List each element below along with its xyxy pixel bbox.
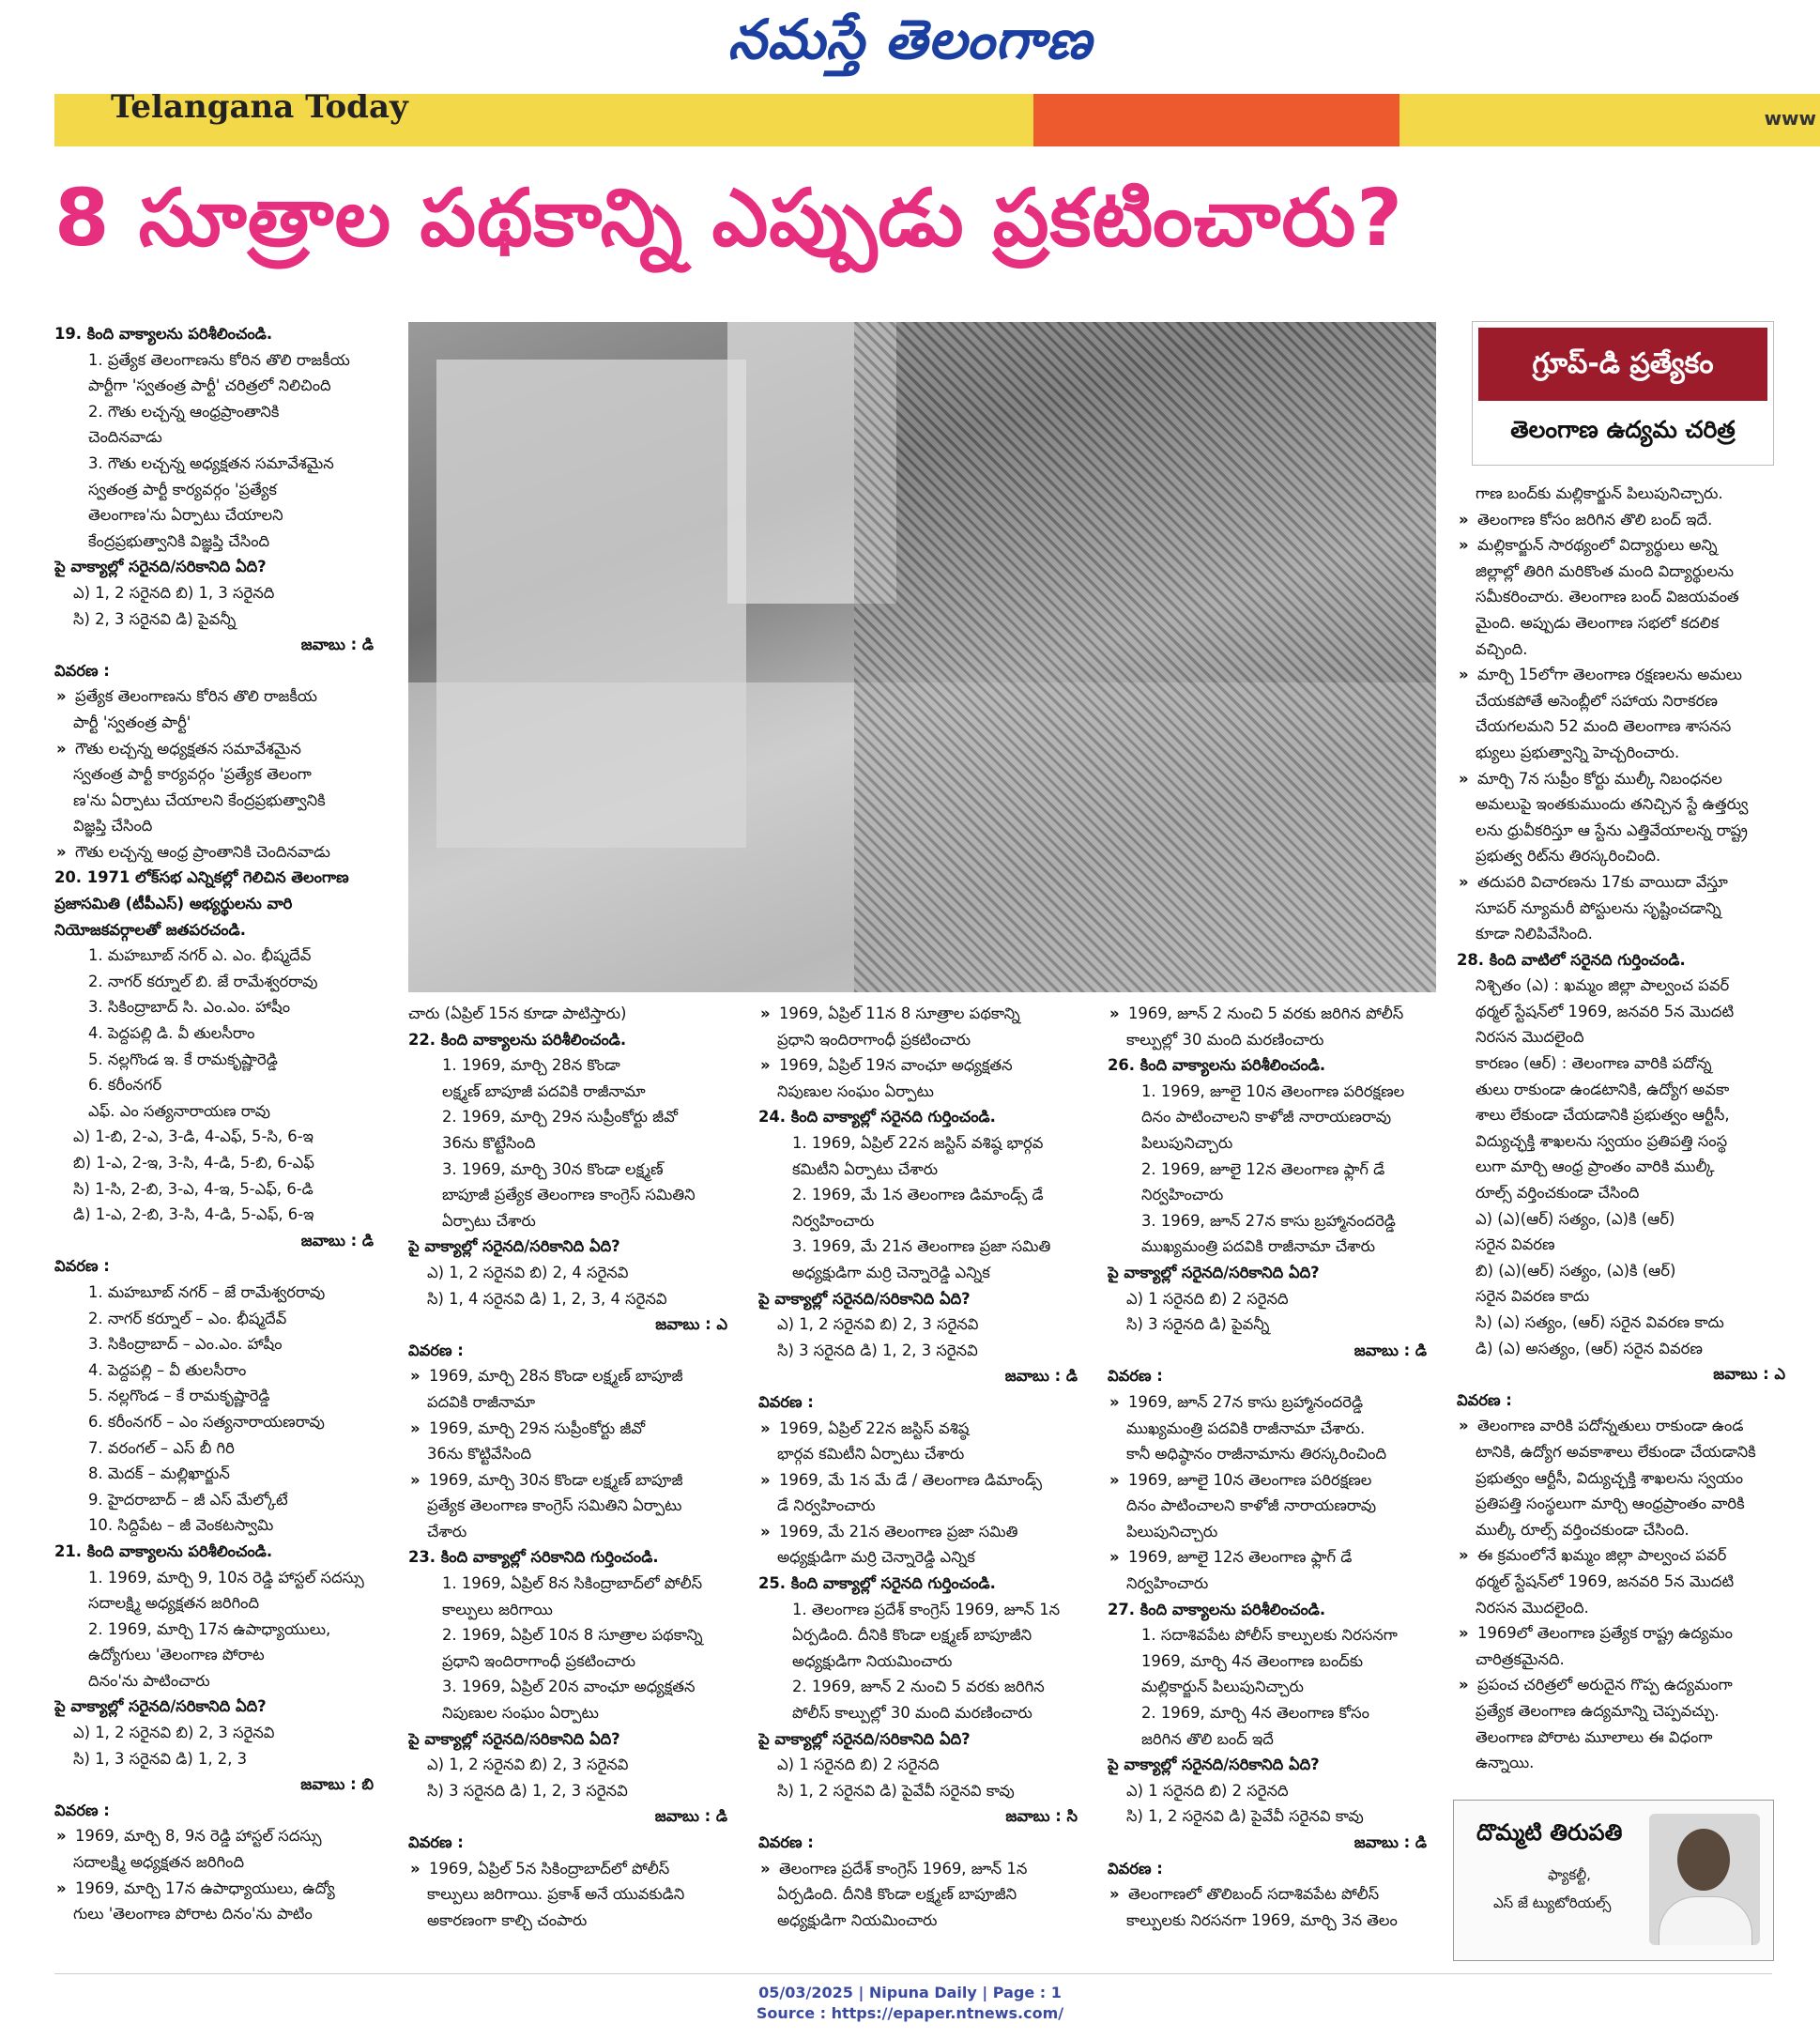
text-line: ఉన్నాయి. [1476,1754,1535,1772]
text-line: బాపూజీ ప్రత్యేక తెలంగాణ కాంగ్రెస్ సమితిని [442,1186,696,1204]
text-line: 10. సిద్దిపేట – జీ వెంకటస్వామి [88,1516,274,1535]
author-name: దొమ్మటి తిరుపతి [1476,1819,1623,1846]
text-line: » 1969, మార్చి 28న కొండా లక్ష్మణ్ బాపూజీ [408,1363,737,1389]
telangana-today-logo: Telangana Today [111,94,408,126]
article-column-2 [408,1001,737,1964]
text-line: ఏర్పడింది. దీనికి కొండా లక్ష్మణ్ బాపూజీని [777,1885,1017,1904]
text-line: » 1969, ఏప్రిల్ 11న 8 సూత్రాల పథకాన్ని [758,1001,1087,1027]
text-line: ఎఫ్. ఎం సత్యనారాయణ రావు [88,1101,271,1120]
text-line: అధ్యక్షుడిగా నియమించారు [777,1910,938,1929]
text-line: లుగా మార్చి ఆంధ్ర ప్రాంతం వారికి ముల్కీ [1476,1157,1715,1176]
text-line: టానికి, ఉద్యోగ అవకాశాలు లేకుండా చేయడానికి [1476,1442,1756,1461]
text-line: 4. పెద్దపల్లి డి. వీ తులసీరాం [88,1024,255,1043]
text-line: 1. 1969, మార్చి 28న కొండా [442,1056,620,1075]
question-line: వివరణ : [758,1392,814,1411]
text-line: అధ్యక్షుడిగా మర్రి చెన్నారెడ్డి ఎన్నిక [777,1548,975,1567]
text-line: » 1969, మార్చి 29న సుప్రీంకోర్టు జీవో [408,1416,737,1442]
question-line: పై వాక్యాల్లో సరైనది/సరికానిది ఏది? [408,1237,620,1256]
question-line: వివరణ : [1108,1859,1163,1878]
text-line: 2. గౌతు లచ్చన్న ఆంధ్రప్రాంతానికి [88,402,280,421]
author-card [1453,1800,1774,1961]
text-line: » 1969, మార్చి 8, 9న రెడ్డి హాస్టల్ సదస్సు [54,1823,383,1849]
answer-line: జవాబు : డి [654,1807,727,1826]
text-line: విద్యుచ్ఛక్తి శాఖలను స్వయం ప్రతిపత్తి సంస్థ [1476,1131,1728,1150]
text-line: 2. 1969, జూన్ 2 నుంచి 5 వరకు జరిగిన [792,1678,1045,1696]
text-line: 2. నాగర్ కర్నూల్ – ఎం. భీష్మదేవ్ [88,1309,287,1327]
text-line: భార్గవ కమిటీని ఏర్పాటు చేశారు [777,1445,965,1464]
question-line: 19. కింది వాక్యాలను పరిశీలించండి. [54,325,273,343]
text-line: అధ్యక్షుడిగా మర్రి చెన్నారెడ్డి ఎన్నిక [792,1263,990,1281]
text-line: 36ను కొట్టేసింది [442,1133,536,1152]
text-line: 1. ప్రత్యేక తెలంగాణను కోరిన తొలి రాజకీయ [88,350,350,369]
text-line: బి) (ఎ)(ఆర్) సత్యం, (ఎ)కి (ఆర్) [1476,1261,1676,1280]
text-line: నిర్వహించారు [792,1211,875,1230]
text-line: లక్ష్మణ్ బాపూజీ పదవికి రాజీనామా [442,1081,646,1100]
text-line: » 1969, మార్చి 17న ఉపాధ్యాయులు, ఉద్యో [54,1876,383,1902]
text-line: 9. హైదరాబాద్ – జీ ఎస్ మేల్కోటే [88,1490,288,1509]
text-line: 1. 1969, ఏప్రిల్ 22న జస్టిస్ వశిష్ఠ భార్గవ [792,1133,1044,1152]
text-line: సదాలక్ష్మి అధ్యక్షతన జరిగింది [73,1853,245,1872]
text-line: » గౌతు లచ్చన్న ఆంధ్ర ప్రాంతానికి చెందినవాడు [54,839,383,866]
text-line: కాల్పుల్లో 30 మంది మరణించారు [1126,1030,1324,1049]
text-line: కాల్పులకు నిరసనగా 1969, మార్చి 3న తెలం [1126,1910,1398,1929]
question-line: వివరణ : [54,1257,110,1276]
text-line: తెలంగాణ పోరాట మూలాలు ఈ విధంగా [1476,1727,1713,1746]
text-line: 2. 1969, మార్చి 29న సుప్రీంకోర్టు జీవో [442,1108,679,1127]
question-line: 28. కింది వాటిలో సరైనది గుర్తించండి. [1457,950,1686,969]
question-line: వివరణ : [54,661,110,680]
text-line: » మల్లికార్జున్ సారథ్యంలో విద్యార్థులు అన్ని [1457,532,1795,559]
text-line: » 1969, ఏప్రిల్ 19న వాంఛూ అధ్యక్షతన [758,1052,1087,1079]
text-line: 1. 1969, ఏప్రిల్ 8న సికింద్రాబాద్‌లో పోలీస్ [442,1574,703,1593]
text-line: 3. గౌతు లచ్చన్న అధ్యక్షతన సమావేశమైన [88,453,334,472]
text-line: ఎ) 1, 2 సరైనది బి) 1, 3 సరైనది [73,583,275,602]
text-line: స్వతంత్ర పార్టీ కార్యవర్గం 'ప్రత్యేక తెలంగా [73,765,312,784]
text-line: లను ధ్రువీకరిస్తూ ఆ స్టేను ఎత్తివేయాలన్న రాష్ట్ర [1476,820,1748,839]
article-column-3 [758,1001,1087,1964]
text-line: చారు (ఏప్రిల్ 15న కూడా పాటిస్తారు) [408,1004,627,1022]
text-line: నిశ్చితం (ఎ) : ఖమ్మం జిల్లా పాల్వంచ పవర్ [1476,976,1730,995]
text-line: గులు 'తెలంగాణ పోరాట దినం'ను పాటిం [73,1905,313,1924]
question-line: పై వాక్యాల్లో సరైనది/సరికానిది ఏది? [1108,1263,1320,1281]
text-line: ప్రత్యేక తెలంగాణ ఉద్యమాన్ని చెప్పవచ్చు. [1476,1701,1720,1720]
text-line: ఎ) 1, 2 సరైనవి బి) 2, 4 సరైనవి [427,1263,629,1281]
answer-line: జవాబు : సి [1005,1807,1078,1826]
text-line: నిర్వహించారు [1126,1574,1209,1593]
text-line: అధ్యక్షుడిగా నియమించారు [792,1651,953,1670]
text-line: సి) (ఎ) సత్యం, (ఆర్) సరైన వివరణ కాదు [1476,1313,1724,1331]
question-line: పై వాక్యాల్లో సరైనది/సరికానిది ఏది? [758,1289,971,1308]
text-line: కూడా నిలిపివేసింది. [1476,925,1593,943]
author-photo-head [1677,1829,1730,1891]
text-line: ఏర్పాటు చేశారు [442,1211,536,1230]
question-line: 25. కింది వాక్యాల్లో సరైనది గుర్తించండి. [758,1574,996,1593]
text-line: 3. 1969, ఏప్రిల్ 20న వాంఛూ అధ్యక్షతన [442,1678,696,1696]
text-line: ఎ) 1 సరైనది బి) 2 సరైనది [1126,1289,1289,1308]
question-line: 20. 1971 లోక్‌సభ ఎన్నికల్లో గెలిచిన తెలంగాణ [54,868,349,887]
text-line: నిపుణుల సంఘం ఏర్పాటు [442,1704,599,1723]
answer-line: జవాబు : డి [1354,1833,1427,1851]
text-line: రూల్స్ వర్తించకుండా చేసింది [1476,1184,1640,1203]
text-line: సి) 1, 4 సరైనవి డి) 1, 2, 3, 4 సరైనవి [427,1289,667,1308]
text-line: నిపుణుల సంఘం ఏర్పాటు [777,1081,934,1100]
text-line: మల్లికార్జున్ పిలుపునిచ్చారు [1141,1678,1304,1696]
question-line: 23. కింది వాక్యాల్లో సరికానిది గుర్తించండి. [408,1548,659,1567]
text-line: 4. పెద్దపల్లి – వీ తులసీరాం [88,1360,247,1379]
text-line: భ్యులు ప్రభుత్వాన్ని హెచ్చరించారు. [1476,743,1680,761]
text-line: » 1969, జూన్ 2 నుంచి 5 వరకు జరిగిన పోలీస్ [1108,1001,1436,1027]
author-photo [1649,1814,1760,1945]
text-line: 1. మహబూబ్ నగర్ ఎ. ఎం. భీష్మదేవ్ [88,946,312,965]
text-line: సి) 1, 2 సరైనవి డి) పైవేవీ సరైనవి కావు [1126,1807,1364,1826]
text-line: విజ్ఞప్తి చేసింది [73,817,153,836]
text-line: సమీకరించారు. తెలంగాణ బంద్ విజయవంత [1476,588,1739,606]
text-line: 2. నాగర్ కర్నూల్ బి. జే రామేశ్వరరావు [88,972,318,990]
author-org: ఎస్ జే ట్యుటోరియల్స్ [1493,1894,1612,1911]
text-line: కేంద్రప్రభుత్వానికి విజ్ఞప్తి చేసింది [88,531,270,550]
text-line: ఎ) 1, 2 సరైనవి బి) 2, 3 సరైనవి [777,1315,979,1334]
answer-line: జవాబు : ఎ [655,1315,727,1334]
question-line: 24. కింది వాక్యాల్లో సరైనది గుర్తించండి. [758,1108,996,1127]
question-line: వివరణ : [54,1801,110,1819]
brand-band-url: www [1764,107,1816,130]
text-line: 7. వరంగల్ – ఎస్ బీ గిరి [88,1438,235,1457]
text-line: డి) 1-ఎ, 2-బి, 3-సి, 4-డి, 5-ఎఫ్, 6-ఇ [73,1205,314,1224]
text-line: స్వతంత్ర పార్టీ కార్యవర్గం 'ప్రత్యేక [88,480,277,498]
article-column-4 [1108,1001,1436,1964]
text-line: కానీ అధిష్ఠానం రాజీనామాను తిరస్కరించింది [1126,1445,1387,1464]
text-line: 2. 1969, మే 1న తెలంగాణ డిమాండ్స్ డే [792,1186,1044,1204]
text-line: వచ్చింది. [1476,639,1528,658]
text-line: 2. 1969, జూలై 12న తెలంగాణ ఫ్లాగ్ డే [1141,1159,1385,1178]
text-line: చారిత్రకమైనది. [1476,1649,1565,1668]
footer-divider [54,1973,1772,1974]
question-line: వివరణ : [408,1833,464,1851]
question-line: నియోజకవర్గాలతో జతపరచండి. [54,920,246,939]
text-line: ప్రభుత్వం ఆర్టీసీ, విద్యుచ్ఛక్తి శాఖలను స్వయం [1476,1468,1744,1487]
text-line: గాణ బంద్‌కు మల్లికార్జున్ పిలుపునిచ్చారు. [1476,484,1723,502]
text-line: ప్రధాని ఇందిరాగాంధీ ప్రకటించారు [442,1651,636,1670]
answer-line: జవాబు : బి [300,1775,374,1794]
text-line: ప్రధాని ఇందిరాగాంధీ ప్రకటించారు [777,1030,971,1049]
text-line: కారణం (ఆర్) : తెలంగాణ వారికి పదోన్న [1476,1054,1712,1073]
text-line: పోలీస్ కాల్పుల్లో 30 మంది మరణించారు [792,1704,1032,1723]
text-line: ప్రతిపత్తి సంస్థలుగా మార్చి ఆంధ్రప్రాంతం వారికి [1476,1495,1745,1513]
historical-photo [408,322,1436,992]
text-line: చెందినవాడు [88,428,162,447]
text-line: 1. సదాశివపేట పోలీస్ కాల్పులకు నిరసనగా [1141,1626,1398,1645]
text-line: » 1969, జూన్ 27న కాసు బ్రహ్మానందరెడ్డి [1108,1389,1436,1416]
text-line: ముఖ్యమంత్రి పదవికి రాజీనామా చేశారు. [1126,1418,1366,1437]
text-line: 1. మహబూబ్ నగర్ – జే రామేశ్వరరావు [88,1282,326,1301]
text-line: 3. సికింద్రాబాద్ – ఎం.ఎం. హాషీం [88,1335,283,1354]
text-line: » 1969, ఏప్రిల్ 22న జస్టిస్ వశిష్ఠ [758,1416,1087,1442]
question-line: పై వాక్యాల్లో సరైనది/సరికానిది ఏది? [54,1697,267,1716]
text-line: ఏర్పడింది. దీనికి కొండా లక్ష్మణ్ బాపూజీని [792,1626,1032,1645]
text-line: 1. తెలంగాణ ప్రదేశ్ కాంగ్రెస్ 1969, జూన్ 1న [792,1600,1061,1618]
text-line: సి) 1-సి, 2-బి, 3-ఎ, 4-ఇ, 5-ఎఫ్, 6-డి [73,1179,314,1198]
movement-history-subtitle: తెలంగాణ ఉద్యమ చరిత్ర [1510,416,1736,443]
text-line: 3. సికింద్రాబాద్ సి. ఎం.ఎం. హాషీం [88,998,291,1017]
text-line: శాలు లేకుండా చేయడానికి ప్రభుత్వం ఆర్టీసీ, [1476,1106,1730,1125]
text-line: 8. మెదక్ – మల్లిఖార్జున్ [88,1464,230,1483]
text-line: 5. నల్లగొండ ఇ. కే రామకృష్ణారెడ్డి [88,1050,278,1068]
text-line: దినం'ను పాటించారు [88,1671,210,1690]
group-d-special-box [1472,321,1774,466]
text-line: » తెలంగాణ వారికి పదోన్నతులు రాకుండా ఉండ [1457,1413,1795,1439]
text-line: » తెలంగాణ కోసం జరిగిన తొలి బంద్ ఇదే. [1457,507,1795,533]
text-line: ఎ) 1, 2 సరైనవి బి) 2, 3 సరైనవి [427,1755,629,1774]
text-line: పదవికి రాజీనామా [427,1392,536,1411]
text-line: అకారణంగా కాల్చి చంపారు [427,1910,588,1929]
text-line: 1. 1969, మార్చి 9, 10న రెడ్డి హాస్టల్ సదస్సు [88,1568,364,1587]
author-photo-body [1659,1896,1752,1945]
text-line: ఎ) 1 సరైనది బి) 2 సరైనది [1126,1781,1289,1800]
answer-line: జవాబు : డి [1004,1367,1078,1386]
text-line: నిరసన మొదలైంది. [1476,1598,1589,1617]
footer-date-line: 05/03/2025 | Nipuna Daily | Page : 1 [758,1984,1062,2001]
text-line: సూపర్ న్యూమరీ పోస్టులను సృష్టించడాన్ని [1476,898,1721,917]
text-line: 36ను కొట్టివేసింది [427,1445,532,1464]
text-line: దినం పాటించాలని కాళోజీ నారాయణరావు [1126,1496,1377,1515]
article-column-1 [54,321,383,1964]
text-line: » 1969, ఏప్రిల్ 5న సికింద్రాబాద్‌లో పోలీస్ [408,1856,737,1882]
page-footer [0,1983,1820,2024]
text-line: పార్టీ 'స్వతంత్ర పార్టీ' [73,713,191,731]
text-line: ఎ) 1, 2 సరైనవి బి) 2, 3 సరైనవి [73,1724,275,1742]
question-line: పై వాక్యాల్లో సరైనది/సరికానిది ఏది? [758,1729,971,1748]
text-line: 5. నల్లగొండ – కే రామకృష్ణారెడ్డి [88,1387,270,1405]
text-line: » తదుపరి విచారణను 17కు వాయిదా వేస్తూ [1457,869,1795,896]
text-line: మైంది. అప్పుడు తెలంగాణ సభలో కదలిక [1476,613,1720,632]
text-line: » ప్రత్యేక తెలంగాణను కోరిన తొలి రాజకీయ [54,683,383,710]
question-line: వివరణ : [1108,1367,1163,1386]
text-line: సరైన వివరణ [1476,1235,1555,1254]
text-line: కాల్పులు జరిగాయి. ప్రకాశ్ అనే యువకుడిని [427,1885,685,1904]
text-line: » మార్చి 7న సుప్రీం కోర్టు ముల్కీ నిబంధనల [1457,766,1795,792]
text-line: సి) 3 సరైనది డి) పైవన్నీ [1126,1315,1270,1334]
text-line: » ఈ క్రమంలోనే ఖమ్మం జిల్లా పాల్వంచ పవర్ [1457,1542,1795,1569]
text-line: ణ'ను ఏర్పాటు చేయాలని కేంద్రప్రభుత్వానికి [73,790,326,809]
text-line: 3. 1969, మే 21న తెలంగాణ ప్రజా సమితి [792,1237,1051,1256]
text-line: » 1969, జూలై 12న తెలంగాణ ఫ్లాగ్ డే [1108,1544,1436,1571]
text-line: ఎ) 1-బి, 2-ఎ, 3-డి, 4-ఎఫ్, 5-సి, 6-ఇ [73,1127,314,1146]
text-line: కాల్పులు జరిగాయి [442,1600,553,1618]
text-line: దినం పాటించాలని కాళోజీ నారాయణరావు [1141,1108,1392,1127]
text-line: జిల్లాల్లో తిరిగి మరికొంత మంది విద్యార్థులను [1476,561,1735,580]
text-line: ఎ) (ఎ)(ఆర్) సత్యం, (ఎ)కి (ఆర్) [1476,1209,1675,1228]
text-line: సి) 3 సరైనది డి) 1, 2, 3 సరైనవి [777,1341,978,1359]
question-line: పై వాక్యాల్లో సరైనది/సరికానిది ఏది? [408,1729,620,1748]
text-line: » గౌతు లచ్చన్న అధ్యక్షతన సమావేశమైన [54,736,383,762]
text-line: సి) 1, 3 సరైనవి డి) 1, 2, 3 [73,1749,248,1768]
text-line: తులు రాకుండా ఉండటానికి, ఉద్యోగ అవకా [1476,1080,1730,1098]
text-line: సి) 1, 2 సరైనవి డి) పైవేవీ సరైనవి కావు [777,1781,1015,1800]
text-line: చేయకపోతే అసెంబ్లీలో సహాయ నిరాకరణ [1476,691,1718,710]
photo-crowd [854,322,1436,992]
text-line: థర్మల్ స్టేషన్‌లో 1969, జనవరి 5న మొదటి [1476,1002,1735,1020]
page-headline: 8 సూత్రాల పథకాన్ని ఎప్పుడు ప్రకటించారు? [54,172,1404,264]
question-line: వివరణ : [1457,1390,1512,1409]
text-line: నిర్వహించారు [1141,1186,1224,1204]
text-line: పిలుపునిచ్చారు [1141,1133,1233,1152]
text-line: తెలంగాణ'ను ఏర్పాటు చేయాలని [88,506,283,525]
author-role: ఫ్యాకల్టీ, [1548,1866,1591,1883]
text-line: » 1969లో తెలంగాణ ప్రత్యేక రాష్ట్ర ఉద్యమం [1457,1620,1795,1647]
text-line: ముల్కీ రూల్స్ వర్తించకుండా చేసింది. [1476,1520,1690,1539]
answer-line: జవాబు : డి [1354,1341,1427,1359]
text-line: 6. కరీంనగర్ – ఎం సత్యనారాయణరావు [88,1412,325,1431]
text-line: ఉద్యోగులు 'తెలంగాణ పోరాట [88,1646,265,1664]
answer-line: జవాబు : డి [300,1231,374,1249]
text-line: కమిటీని ఏర్పాటు చేశారు [792,1159,939,1178]
question-line: పై వాక్యాల్లో సరైనది/సరికానిది ఏది? [54,558,267,576]
text-line: » 1969, మే 1న మే డే / తెలంగాణ డిమాండ్స్ [758,1467,1087,1494]
text-line: ఎ) 1 సరైనది బి) 2 సరైనది [777,1755,940,1774]
text-line: 1. 1969, జూలై 10న తెలంగాణ పరిరక్షణల [1141,1081,1405,1100]
footer-source-line: Source : https://epaper.ntnews.com/ [756,2004,1064,2022]
text-line: సరైన వివరణ కాదు [1476,1287,1590,1306]
text-line: థర్మల్ స్టేషన్‌లో 1969, జనవరి 5న మొదటి [1476,1571,1735,1590]
text-line: డి) (ఎ) అసత్యం, (ఆర్) సరైన వివరణ [1476,1339,1703,1357]
text-line: అమలుపై ఇంతకుముందు తనిచ్చిన స్టే ఉత్తర్వు [1476,795,1749,814]
text-line: 2. 1969, మార్చి 17న ఉపాధ్యాయులు, [88,1619,331,1638]
question-line: 26. కింది వాక్యాలను పరిశీలించండి. [1108,1056,1326,1075]
text-line: ముఖ్యమంత్రి పదవికి రాజీనామా చేశారు [1141,1237,1376,1256]
question-line: పై వాక్యాల్లో సరైనది/సరికానిది ఏది? [1108,1755,1320,1774]
question-line: వివరణ : [758,1833,814,1851]
text-line: 6. కరీంనగర్ [88,1076,162,1095]
text-line: » 1969, మార్చి 30న కొండా లక్ష్మణ్ బాపూజీ [408,1467,737,1494]
answer-line: జవాబు : ఎ [1713,1365,1785,1384]
text-line: » 1969, జూలై 10న తెలంగాణ పరిరక్షణల [1108,1467,1436,1494]
text-line: 2. 1969, ఏప్రిల్ 10న 8 సూత్రాల పథకాన్ని [442,1626,703,1645]
text-line: సదాలక్ష్మి అధ్యక్షతన జరిగింది [88,1594,260,1613]
text-line: » మార్చి 15లోగా తెలంగాణ రక్షణలను అమలు [1457,662,1795,688]
question-line: 27. కింది వాక్యాలను పరిశీలించండి. [1108,1600,1326,1618]
newspaper-masthead: నమస్తే తెలంగాణ [727,8,1093,71]
question-line: 21. కింది వాక్యాలను పరిశీలించండి. [54,1541,273,1560]
text-line: సి) 3 సరైనది డి) 1, 2, 3 సరైనవి [427,1781,628,1800]
text-line: సి) 2, 3 సరైనవి డి) పైవన్నీ [73,609,237,628]
text-line: పిలుపునిచ్చారు [1126,1522,1218,1541]
text-line: నిరసన మొదలైంది [1476,1028,1584,1047]
question-line: వివరణ : [408,1341,464,1359]
article-column-5 [1457,481,1795,1795]
answer-line: జవాబు : డి [300,636,374,654]
text-line: బి) 1-ఎ, 2-ఇ, 3-సి, 4-డి, 5-బి, 6-ఎఫ్ [73,1154,314,1172]
question-line: ప్రజాసమితి (టీపీఎస్) అభ్యర్థులను వారి [54,895,293,913]
brand-band [54,94,1820,146]
group-d-title: గ్రూప్-డి ప్రత్యేకం [1478,328,1767,401]
text-line: 3. 1969, జూన్ 27న కాసు బ్రహ్మానందరెడ్డి [1141,1211,1396,1230]
text-line: జరిగిన తొలి బంద్ ఇదే [1141,1729,1274,1748]
text-line: చేయగలమని 52 మంది తెలంగాణ శాసనస [1476,717,1732,736]
text-line: చేశారు [427,1522,467,1541]
text-line: » ప్రపంచ చరిత్రలో అరుదైన గొప్ప ఉద్యమంగా [1457,1672,1795,1698]
text-line: ప్రభుత్వ రిట్‌ను తిరస్కరించింది. [1476,847,1661,866]
brand-band-red-block [1033,94,1399,146]
text-line: » తెలంగాణలో తొలిబంద్ సదాశివపేట పోలీస్ [1108,1881,1436,1908]
text-line: 2. 1969, మార్చి 4న తెలంగాణ కోసం [1141,1704,1369,1723]
text-line: » తెలంగాణ ప్రదేశ్ కాంగ్రెస్ 1969, జూన్ 1న [758,1856,1087,1882]
text-line: డే నిర్వహించారు [777,1496,876,1515]
text-line: పార్టీగా 'స్వతంత్ర పార్టీ' చరిత్రలో నిలిచింది [88,376,331,395]
text-line: ప్రత్యేక తెలంగాణ కాంగ్రెస్ సమితిని ఏర్పాటు [427,1496,682,1515]
text-line: 3. 1969, మార్చి 30న కొండా లక్ష్మణ్ [442,1159,664,1178]
question-line: 22. కింది వాక్యాలను పరిశీలించండి. [408,1030,627,1049]
text-line: 1969, మార్చి 4న తెలంగాణ బంద్‌కు [1141,1651,1364,1670]
text-line: » 1969, మే 21న తెలంగాణ ప్రజా సమితి [758,1519,1087,1545]
